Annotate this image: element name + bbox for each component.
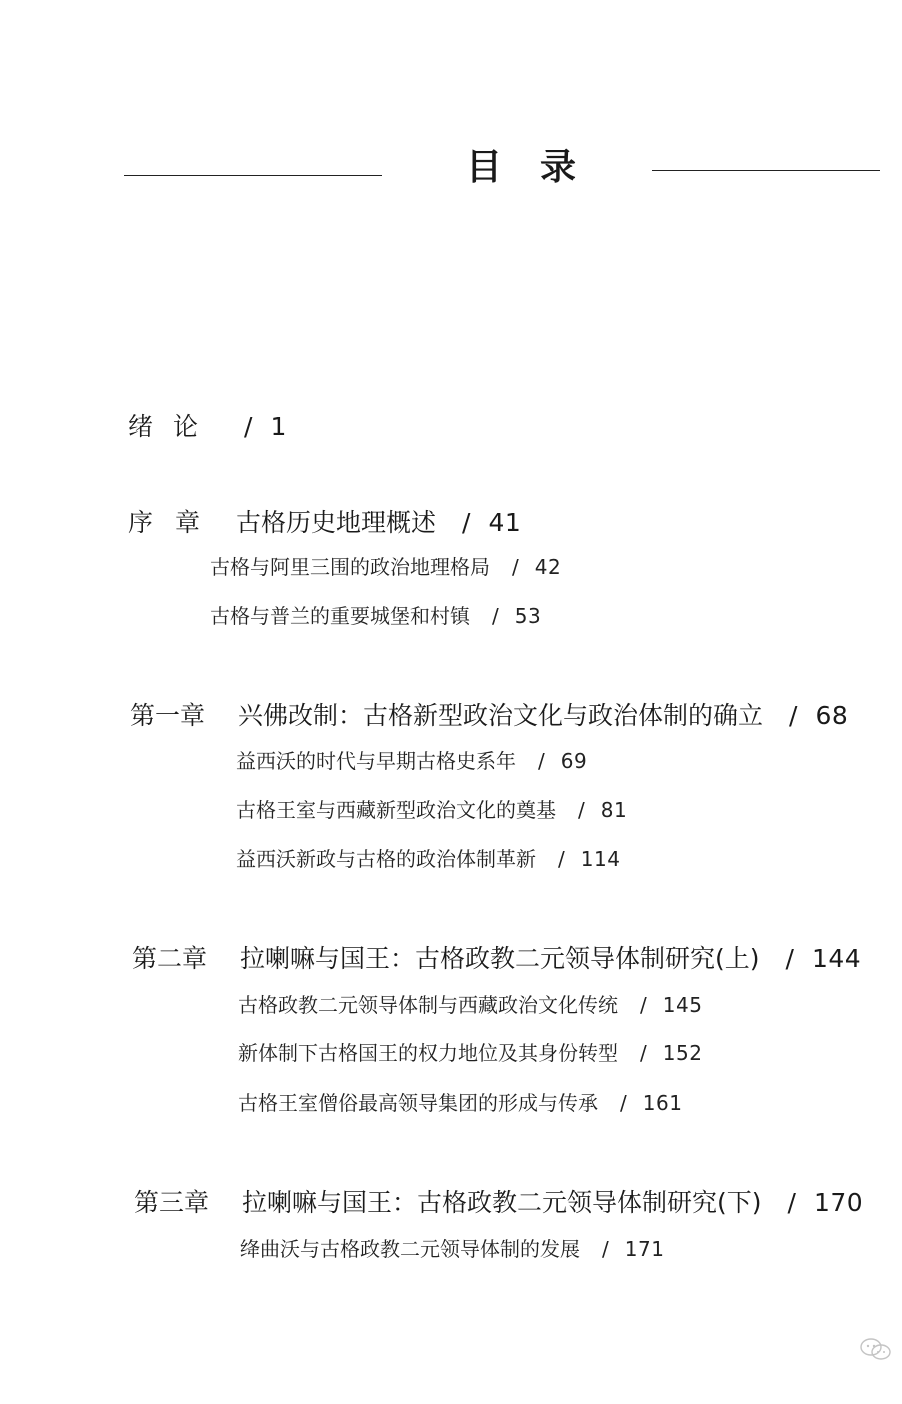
toc-chapter-prologue[interactable]: [128, 510, 521, 535]
toc-chapter-1[interactable]: [130, 703, 848, 728]
toc-section[interactable]: [238, 1093, 682, 1113]
separator: /: [620, 1091, 627, 1115]
toc-section[interactable]: [210, 606, 541, 626]
section-title: 益西沃新政与古格的政治体制革新: [236, 847, 536, 871]
separator: /: [789, 701, 798, 730]
separator: /: [578, 798, 585, 822]
separator: /: [558, 847, 565, 871]
chapter-title: 拉喇嘛与国王：古格政教二元领导体制研究(下): [242, 1188, 762, 1217]
separator: /: [492, 604, 499, 628]
page-number: 41: [488, 508, 522, 537]
title-rule-left: [124, 175, 382, 176]
separator: /: [512, 555, 519, 579]
section-title: 绛曲沃与古格政教二元领导体制的发展: [240, 1237, 580, 1261]
page-number: 161: [642, 1091, 683, 1115]
page-number: 1: [270, 412, 287, 441]
toc-chapter-3[interactable]: [134, 1190, 863, 1215]
wechat-watermark-icon: [858, 1336, 894, 1362]
section-title: 益西沃的时代与早期古格史系年: [236, 749, 516, 773]
section-title: 古格王室僧俗最高领导集团的形成与传承: [238, 1091, 598, 1115]
section-title: 古格政教二元领导体制与西藏政治文化传统: [238, 993, 618, 1017]
separator: /: [640, 1041, 647, 1065]
page-number: 144: [811, 944, 862, 973]
title-rule-right: [652, 170, 880, 171]
page-title: 目录: [466, 147, 615, 188]
introduction-label: 绪论: [128, 412, 219, 441]
toc-entry-introduction[interactable]: [128, 414, 287, 439]
page-number: 170: [813, 1188, 864, 1217]
chapter-label: 序章: [128, 508, 223, 537]
toc-section[interactable]: [238, 995, 702, 1015]
page-number: 152: [662, 1041, 703, 1065]
chapter-title: 拉喇嘛与国王：古格政教二元领导体制研究(上): [240, 944, 760, 973]
page-number: 114: [580, 847, 621, 871]
page-number: 53: [514, 604, 542, 628]
toc-section[interactable]: [236, 751, 587, 771]
toc-chapter-2[interactable]: [132, 946, 861, 971]
section-title: 古格与阿里三围的政治地理格局: [210, 555, 490, 579]
page-number: 69: [560, 749, 588, 773]
separator: /: [787, 1188, 796, 1217]
separator: /: [602, 1237, 609, 1261]
toc-section[interactable]: [236, 849, 620, 869]
separator: /: [462, 508, 471, 537]
page-number: 68: [815, 701, 849, 730]
page-number: 171: [624, 1237, 665, 1261]
section-title: 新体制下古格国王的权力地位及其身份转型: [238, 1041, 618, 1065]
separator: /: [538, 749, 545, 773]
toc-section[interactable]: [210, 557, 561, 577]
section-title: 古格王室与西藏新型政治文化的奠基: [236, 798, 556, 822]
chapter-title: 兴佛改制：古格新型政治文化与政治体制的确立: [238, 701, 764, 730]
separator: /: [785, 944, 794, 973]
page-number: 145: [662, 993, 703, 1017]
toc-section[interactable]: [238, 1043, 702, 1063]
separator: /: [640, 993, 647, 1017]
toc-section[interactable]: [240, 1239, 664, 1259]
chapter-label: 第三章: [134, 1188, 210, 1217]
section-title: 古格与普兰的重要城堡和村镇: [210, 604, 470, 628]
chapter-label: 第二章: [132, 944, 208, 973]
toc-section[interactable]: [236, 800, 627, 820]
separator: /: [244, 412, 253, 441]
chapter-label: 第一章: [130, 701, 206, 730]
page-number: 42: [534, 555, 562, 579]
chapter-title: 古格历史地理概述: [236, 508, 437, 537]
page-number: 81: [600, 798, 628, 822]
